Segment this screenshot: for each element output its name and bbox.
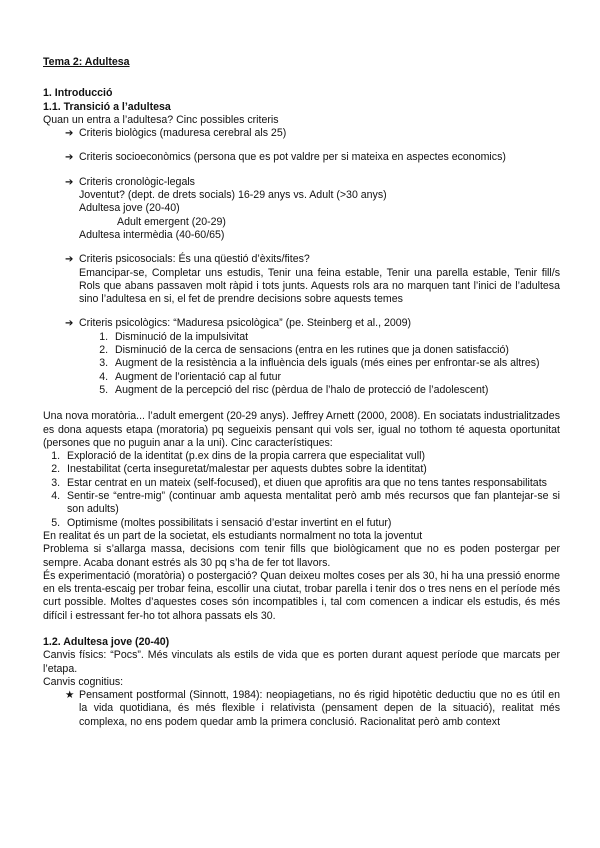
list-item: 5. Augment de la percepció del risc (pèrdua de l’halo de protecció de l’adolescent) [111, 384, 560, 397]
criteria-list [43, 127, 560, 397]
heading-adultesa-jove: 1.2. Adultesa jove (20-40) [43, 635, 170, 648]
criteria-label: Criteris biològics (maduresa cerebral als 25) [79, 127, 287, 140]
list-item: 5. Optimisme (moltes possibilitats i sensació d’estar invertint en el futur) [63, 517, 560, 530]
canvis-cognitius-label: Canvis cognitius: [43, 675, 124, 688]
document-content [43, 56, 560, 729]
heading-introduccio: 1. Introducció [43, 87, 113, 100]
heading-transicio: 1.1. Transició a l’adultesa [43, 100, 171, 113]
maduresa-list [79, 331, 560, 397]
criteria-item-socioeconomics [65, 151, 560, 164]
star-bullet-icon: ★ [65, 689, 75, 702]
problema-paragraph: Problema si s’allarga massa, decisions com tenir fills que biològicament que no es poden postergar per sempre. Acaba donant estrés als 30 pq s’ha de fer tot llavors. [43, 543, 560, 569]
crono-line: Joventut? (dept. de drets socials) 16-29 anys vs. Adult (>30 anys) [79, 189, 387, 202]
list-item: 1. Disminució de la impulsivitat [111, 331, 560, 344]
list-item: 3. Estar centrat en un mateix (self-focused), et diuen que aprofitis ara que no tens tantes responsabilitats [63, 477, 560, 490]
canvis-fisics-paragraph: Canvis físics: “Pocs”. Més vinculats als estils de vida que es porten durant aquest període que marcats per l’etapa. [43, 649, 560, 675]
criteria-label: Criteris psicosocials: És una qüestió d’èxits/fites? [79, 253, 310, 266]
list-item: 2. Inestabilitat (certa inseguretat/malestar per aquests dubtes sobre la identitat) [63, 463, 560, 476]
criteria-label: Criteris socioeconòmics (persona que es pot valdre per si mateixa en aspectes economics) [79, 151, 506, 164]
criteria-item-cronologic [65, 176, 560, 242]
moratoria-paragraph: Una nova moratòria... l’adult emergent (20-29 anys). Jeffrey Arnett (2000, 2008). En sociatats industrialitzades es dona aquests etapa (moratoria) pq segueixis pensant qui vols ser, igual no tothom té aquesta oportunitat (persones que no puguin anar a la uni). Cinc característiques: [43, 410, 560, 449]
criteria-label: Criteris cronològic-legals [79, 175, 195, 188]
arrow-bullet-icon: ➔ [65, 318, 74, 330]
arrow-bullet-icon: ➔ [65, 254, 74, 266]
crono-line: Adultesa jove (20-40) [79, 202, 180, 215]
intro-question: Quan un entra a l’adultesa? Cinc possibles criteris [43, 113, 279, 126]
criteria-item-psicosocial [65, 253, 560, 306]
psicosocial-text: Emancipar-se, Completar uns estudis, Tenir una feina estable, Tenir una parella estable, Tenir fill/s Rols que abans passaven molt ràpid i tots junts. Aquests rols ara no marquen tant l’inici de l’adultesa sino l’adultesa en si, el fet de prendre decisions sobre aquests temes [79, 266, 560, 306]
list-item [65, 689, 560, 729]
document-title: Tema 2: Adultesa [43, 56, 130, 68]
list-item: 1. Exploració de la identitat (p.ex dins de la propia carrera que especialitat vull) [63, 450, 560, 463]
arrow-bullet-icon: ➔ [65, 176, 74, 188]
crono-line: Adultesa intermèdia (40-60/65) [79, 228, 225, 241]
experimentacio-paragraph: És experimentació (moratòria) o postergació? Quan deixeu moltes coses per als 30, hi ha una pressió enorme en els trenta-escaig per trobar feina, escollir una ciutat, trobar parella i tenir dos o tres nens en el període més curt possible. Moltes d’aquestes coses són incompatibles i, tal com comencen a indicar els estudis, és més difícil i estressant fer-ho tot alhora passats els 30. [43, 569, 561, 622]
list-item: 4. Augment de l’orientació cap al futur [111, 371, 560, 384]
list-item: 2. Disminució de la cerca de sensacions (entra en les rutines que ja donen satisfacció) [111, 344, 560, 357]
spacer [43, 623, 560, 636]
criteria-item-biologics [65, 127, 560, 140]
arrow-bullet-icon: ➔ [65, 152, 74, 164]
spacer [43, 397, 560, 410]
list-item: 3. Augment de la resistència a la influència dels iguals (més eines per enfrontar-se als altres) [111, 357, 560, 370]
pensament-postformal-text: Pensament postformal (Sinnott, 1984): neopiagetians, no és rigid hipotètic deductiu que no es útil en la vida quotidiana, és més flexible i relativista (pensament depen de la situació), realitat més complexa, no ens podem quedar amb la primera conclusió. Racionalitat però amb context [79, 689, 560, 728]
list-item: 4. Sentir-se “entre-mig” (continuar amb aquesta mentalitat però amb més recursos que fan plantejar-se si son adults) [63, 490, 560, 517]
arrow-bullet-icon: ➔ [65, 128, 74, 140]
crono-line: Adult emergent (20-29) [117, 215, 226, 228]
characteristics-list [43, 450, 560, 530]
criteria-label: Criteris psicològics: “Maduresa psicològica” (pe. Steinberg et al., 2009) [79, 317, 412, 330]
criteria-item-psicologic [65, 317, 560, 397]
realitat-paragraph: En realitat és un part de la societat, els estudiants normalment no tota la joventut [43, 529, 423, 542]
cognitius-list [43, 689, 560, 729]
